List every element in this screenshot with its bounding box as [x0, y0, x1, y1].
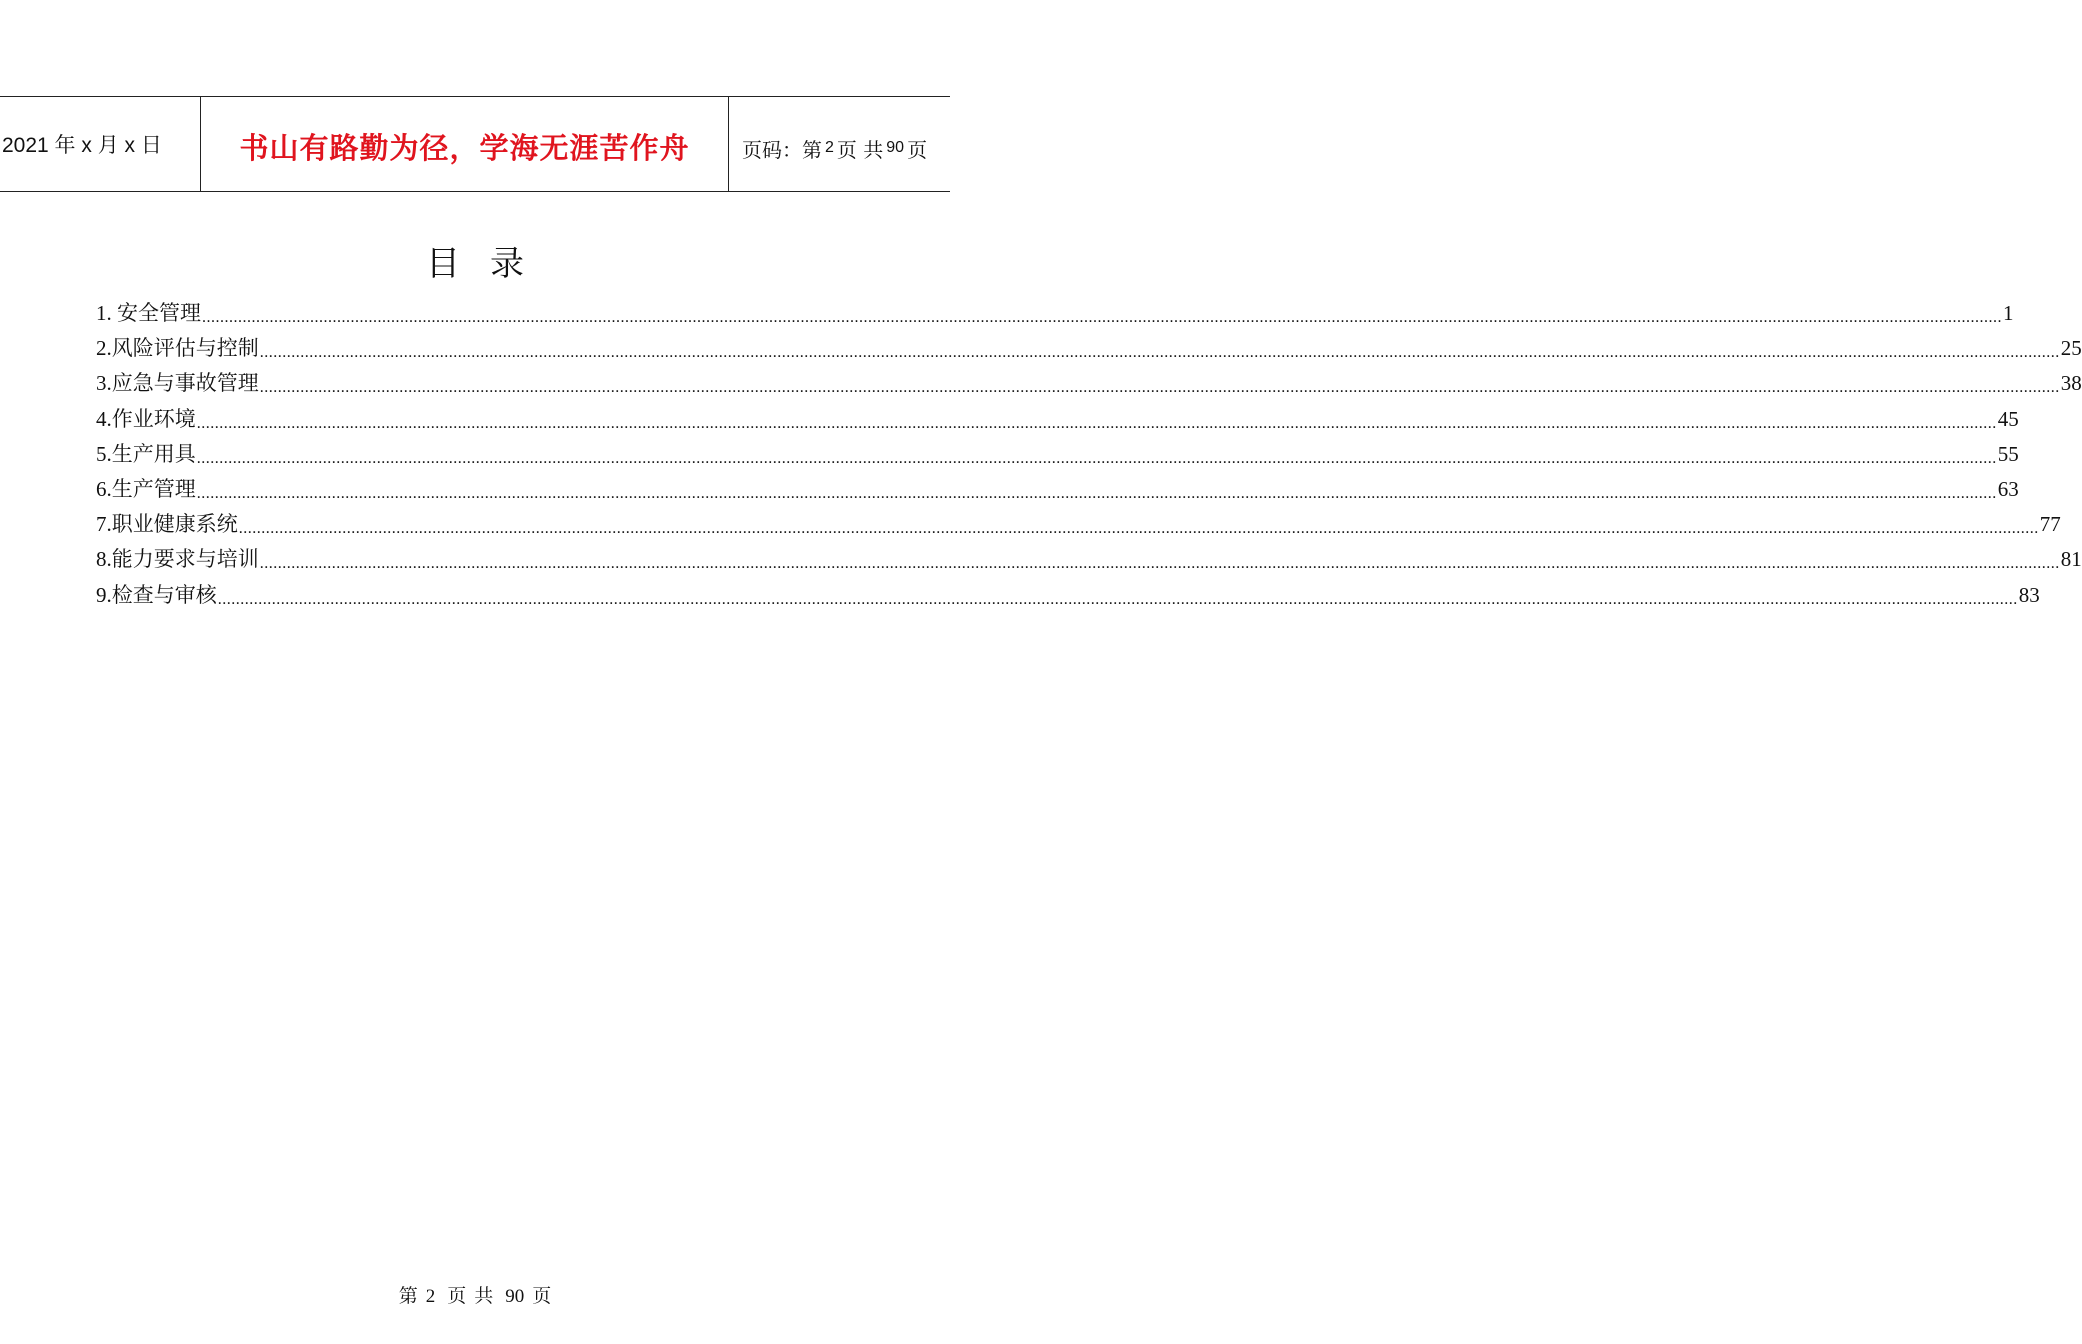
toc-entry-number: 5. — [96, 441, 112, 466]
toc-entry-number: 2. — [96, 336, 112, 361]
toc-entry-text: 检查与审核 — [111, 582, 217, 607]
toc-entry-text: 风险评估与控制 — [111, 336, 259, 361]
toc-entry-7[interactable] — [96, 507, 2061, 542]
toc-entry-text: 应急与事故管理 — [111, 371, 259, 396]
header-page-label: 页码：第 — [742, 137, 822, 162]
toc-entry-number: 4. — [96, 406, 112, 431]
toc-entry-5[interactable] — [96, 437, 2019, 472]
page-footer — [0, 1281, 950, 1308]
header-page-number — [729, 97, 950, 191]
toc-leader-dots: ................................................................................................................................................................................................................................................................................................................................................................................................................ — [202, 309, 2002, 327]
toc-entry-page: 81 — [2060, 547, 2082, 572]
toc-leader-dots: ................................................................................................................................................................................................................................................................................................................................................................................................................ — [217, 590, 2018, 608]
header-page-mid: 页 共 — [836, 137, 884, 162]
toc-leader-dots: ................................................................................................................................................................................................................................................................................................................................................................................................................ — [238, 520, 2039, 538]
toc-entry-page: 38 — [2060, 371, 2082, 396]
toc-leader-dots: ................................................................................................................................................................................................................................................................................................................................................................................................................ — [259, 555, 2060, 573]
footer-suffix: 页 — [532, 1285, 552, 1307]
toc-entry-9[interactable] — [96, 578, 2040, 613]
toc-entry-8[interactable] — [96, 542, 2082, 577]
toc-leader-dots: ................................................................................................................................................................................................................................................................................................................................................................................................................ — [196, 485, 1997, 503]
toc-entry-4[interactable] — [96, 402, 2019, 437]
toc-entry-number: 7. — [96, 512, 112, 537]
footer-total-pages: 90 — [505, 1286, 525, 1307]
toc-entry-number: 3. — [96, 371, 112, 396]
header-page-current: 2 — [825, 139, 834, 156]
page-header — [0, 96, 950, 192]
toc-entry-page: 55 — [1997, 441, 2019, 466]
table-of-contents — [96, 296, 2082, 613]
toc-leader-dots: ................................................................................................................................................................................................................................................................................................................................................................................................................ — [196, 449, 1997, 467]
toc-entry-text: 生产用具 — [111, 441, 196, 466]
toc-entry-3[interactable] — [96, 366, 2082, 401]
toc-entry-6[interactable] — [96, 472, 2019, 507]
toc-entry-page: 1 — [2003, 301, 2014, 326]
toc-entry-text: 安全管理 — [117, 301, 201, 326]
header-page-total: 90 — [886, 139, 905, 156]
toc-leader-dots: ................................................................................................................................................................................................................................................................................................................................................................................................................ — [259, 379, 2060, 397]
toc-entry-text: 能力要求与培训 — [111, 547, 259, 572]
toc-entry-text: 职业健康系统 — [111, 512, 238, 537]
toc-entry-number: 9. — [96, 582, 112, 607]
toc-entry-number: 6. — [96, 477, 112, 502]
toc-entry-1[interactable] — [96, 296, 2014, 331]
toc-entry-number: 1. — [96, 301, 117, 326]
footer-current-page: 2 — [425, 1286, 436, 1307]
header-date: 2021 年 x 月 x 日 — [2, 134, 162, 157]
toc-entry-page: 83 — [2018, 582, 2040, 607]
toc-entry-number: 8. — [96, 547, 112, 572]
footer-prefix: 第 — [398, 1285, 418, 1307]
footer-mid: 页 共 — [447, 1285, 494, 1307]
header-page-end: 页 — [907, 137, 928, 162]
toc-entry-page: 63 — [1997, 477, 2019, 502]
header-motto: 书山有路勤为径，学海无涯苦作舟 — [200, 97, 729, 191]
toc-leader-dots: ................................................................................................................................................................................................................................................................................................................................................................................................................ — [196, 414, 1997, 432]
toc-entry-text: 生产管理 — [111, 477, 196, 502]
toc-entry-2[interactable] — [96, 331, 2082, 366]
toc-title: 目录 — [426, 244, 554, 284]
toc-entry-page: 25 — [2060, 336, 2082, 361]
toc-leader-dots: ................................................................................................................................................................................................................................................................................................................................................................................................................ — [259, 344, 2060, 362]
toc-entry-page: 77 — [2039, 512, 2061, 537]
toc-entry-page: 45 — [1997, 406, 2019, 431]
toc-entry-text: 作业环境 — [111, 406, 196, 431]
